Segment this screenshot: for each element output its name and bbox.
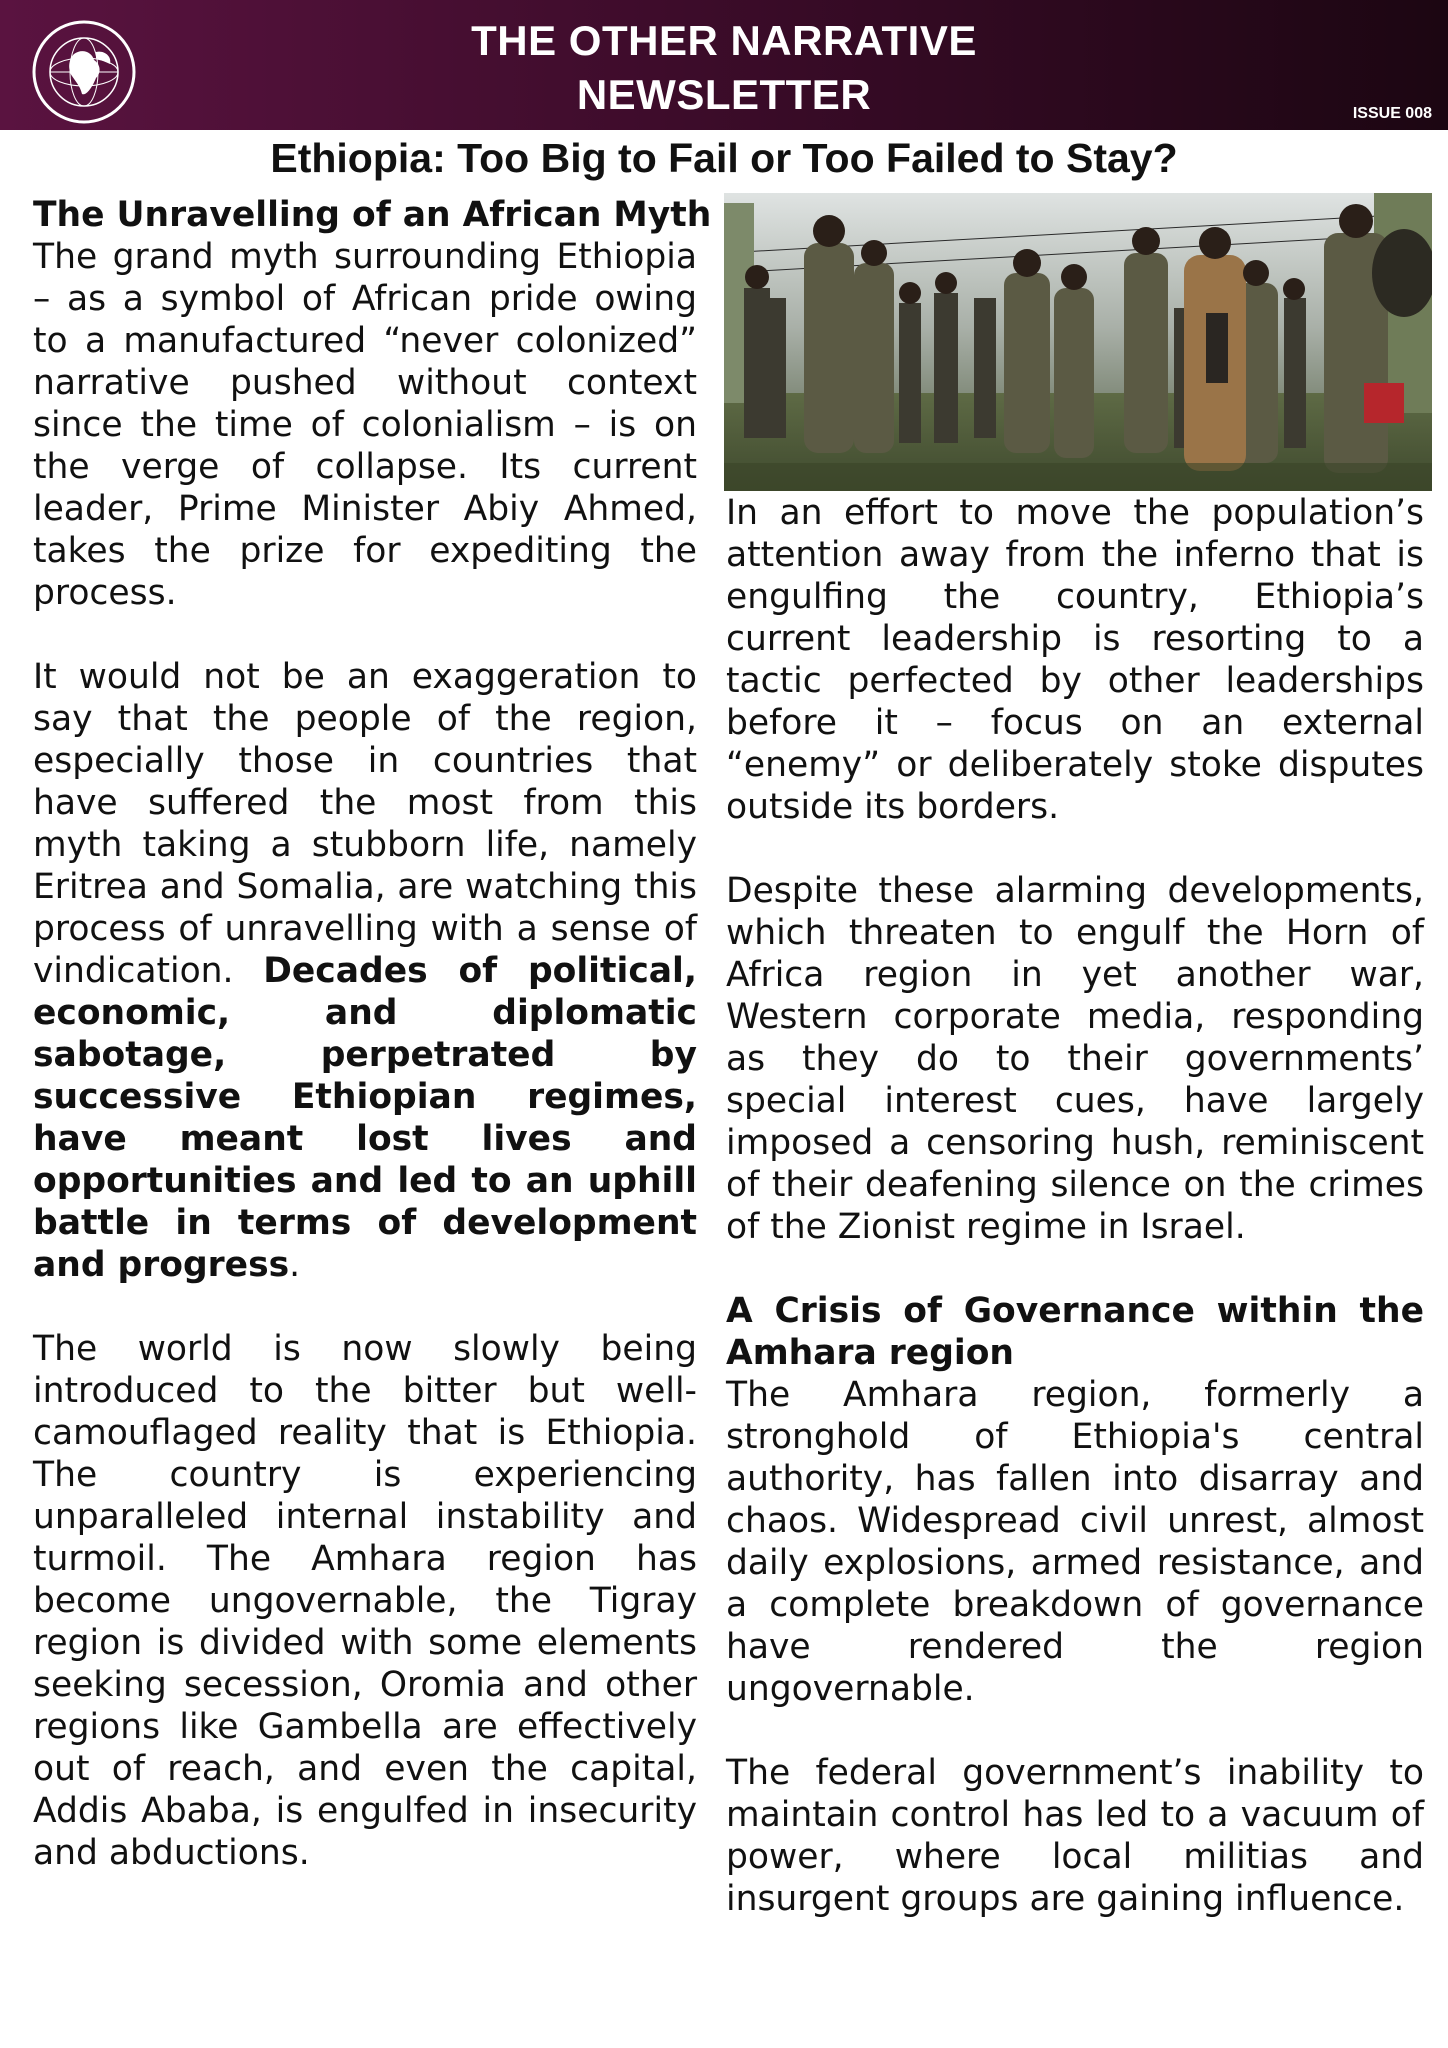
article-headline: Ethiopia: Too Big to Fail or Too Failed to Stay? (270, 135, 1178, 181)
vindication-bold-text: Decades of political, economic, and diplomatic sabotage, perpetrated by successive Ethiopian regimes, have meant lost lives and opportunities and led to an uphill battle in terms of development and progress (33, 951, 697, 1285)
section-heading-governance: A Crisis of Governance within the Amhara region (726, 1291, 1424, 1373)
vindication-text: It would not be an exaggeration to say that the people of the region, especially those in countries that have suffered the most from this myth taking a stubborn life, namely Eritrea and Somalia, are watching this process of unravelling with a sense of vindication. (33, 657, 697, 991)
newsletter-title (0, 14, 1448, 122)
title-line-1: THE OTHER NARRATIVE (471, 17, 977, 64)
paragraph-myth: The grand myth surrounding Ethiopia – as a symbol of African pride owing to a manufactured “never colonized” narrative pushed without context since the time of colonialism – is on the verge of collapse. Its current leader, Prime Minister Abiy Ahmed, takes the prize for expediting the process. (33, 237, 697, 613)
left-column (33, 194, 712, 1916)
paragraph-media-silence: Despite these alarming developments, which threaten to engulf the Horn of Africa region in yet another war, Western corporate media, responding as they do to their governments’ special interest cues, have largely imposed a censoring hush, reminiscent of their deafening silence on the crimes of the Zionist regime in Israel. (726, 871, 1424, 1247)
paragraph-vacuum: The federal government’s inability to maintain control has led to a vacuum of power, where local militias and insurgent groups are gaining influence. (726, 1753, 1424, 1919)
right-column (726, 492, 1424, 1962)
armed-fighters-photo-icon (724, 193, 1432, 491)
paragraph-vindication (33, 656, 697, 1286)
title-line-2: NEWSLETTER (576, 71, 872, 118)
fighters-photo (724, 193, 1432, 491)
issue-number: ISSUE 008 (1352, 105, 1432, 122)
paragraph-reality: The world is now slowly being introduced to the bitter but well-camouflaged reality that is Ethiopia. The country is experiencing unparalleled internal instability and turmoil. The Amhara region has become ungovernable, the Tigray region is divided with some elements seeking secession, Oromia and other regions like Gambella are effectively out of reach, and even the capital, Addis Ababa, is engulfed in insecurity and abductions. (33, 1329, 697, 1873)
vindication-end: . (289, 1245, 301, 1285)
masthead-banner (0, 0, 1448, 130)
paragraph-amhara: The Amhara region, formerly a stronghold of Ethiopia's central authority, has fallen into disarray and chaos. Widespread civil unrest, almost daily explosions, armed resistance, and a complete breakdown of governance have rendered the region ungovernable. (726, 1375, 1424, 1709)
paragraph-distraction: In an effort to move the population’s attention away from the inferno that is engulfing the country, Ethiopia’s current leadership is resorting to a tactic perfected by other leaderships before it – focus on an external “enemy” or deliberately stoke disputes outside its borders. (726, 493, 1424, 827)
section-heading-myth: The Unravelling of an African Myth (33, 195, 712, 235)
